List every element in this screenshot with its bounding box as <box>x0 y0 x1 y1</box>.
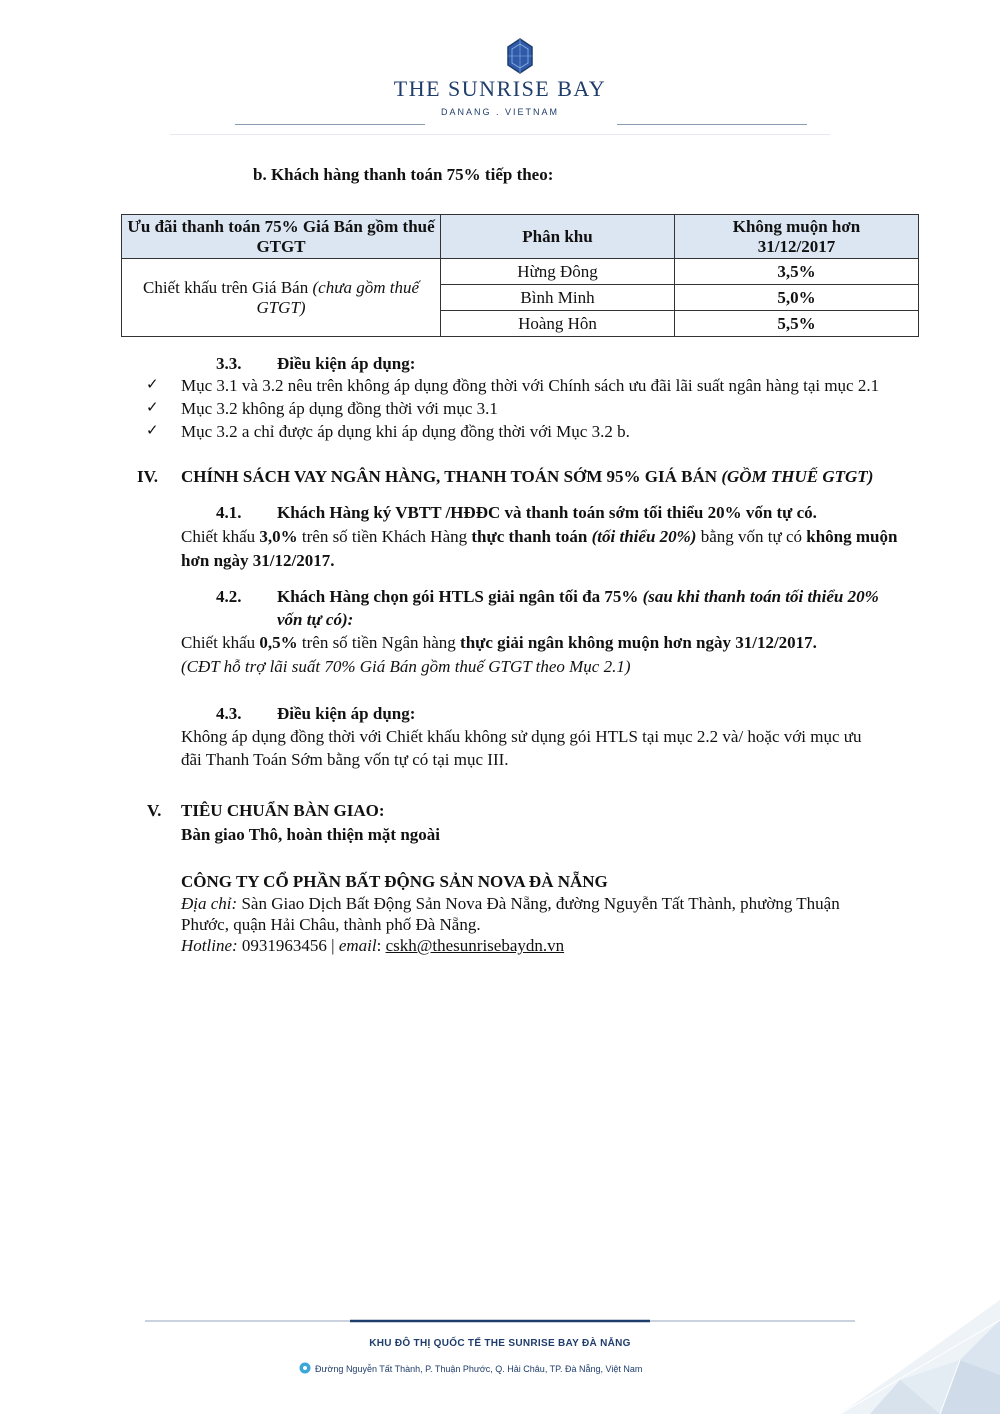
footer-title: KHU ĐÔ THỊ QUỐC TẾ THE SUNRISE BAY ĐÀ NẴNG <box>369 1338 631 1349</box>
table-header-row <box>122 215 919 259</box>
checkmark-icon: ✓ <box>146 398 159 416</box>
section4-number: IV. <box>137 467 158 486</box>
s42-title-cont: vốn tự có): <box>277 610 354 629</box>
brand-location: DANANG . VIETNAM <box>440 107 559 117</box>
brand-name: THE SUNRISE BAY <box>393 76 607 101</box>
company-contact: Hotline: 0931963456 | email: cskh@thesunrisebaydn.vn <box>181 936 565 955</box>
cond33-number: 3.3. <box>216 354 242 373</box>
rate-cell: 5,0% <box>675 285 919 311</box>
checkmark-icon: ✓ <box>146 421 159 439</box>
header-rule-left <box>235 124 425 125</box>
s42-number: 4.2. <box>216 587 242 606</box>
section5-subtitle: Bàn giao Thô, hoàn thiện mặt ngoài <box>181 825 441 844</box>
header-rule-right <box>617 124 807 125</box>
table-header-deadline: Không muộn hơn 31/12/2017 <box>675 215 919 259</box>
table-header-offer: Ưu đãi thanh toán 75% Giá Bán gồm thuế GTGT <box>122 215 441 259</box>
section-b-title: b. Khách hàng thanh toán 75% tiếp theo: <box>253 165 554 184</box>
zone-cell: Bình Minh <box>441 285 675 311</box>
table-row <box>122 259 919 285</box>
s43-paragraph-cont: đãi Thanh Toán Sớm bằng vốn tự có tại mục III. <box>181 750 509 769</box>
company-address-cont: Phước, quận Hải Châu, thành phố Đà Nẵng. <box>181 915 481 934</box>
discount-cell: Chiết khấu trên Giá Bán (chưa gồm thuế GTGT) <box>122 259 441 337</box>
company-address: Địa chỉ: Sàn Giao Dịch Bất Động Sản Nova Đà Nẵng, đường Nguyễn Tất Thành, phường Thuận <box>181 894 840 913</box>
location-pin-icon <box>299 1362 311 1374</box>
zone-cell: Hoàng Hôn <box>441 311 675 337</box>
header <box>0 0 1000 135</box>
s42-title: Khách Hàng chọn gói HTLS giải ngân tối đa 75% (sau khi thanh toán tối thiểu 20% <box>277 587 879 606</box>
rate-cell: 5,5% <box>675 311 919 337</box>
section5-number: V. <box>147 801 162 820</box>
s43-title: Điều kiện áp dụng: <box>277 704 416 723</box>
s41-number: 4.1. <box>216 503 242 522</box>
footer-decoration <box>0 1300 1000 1414</box>
footer <box>0 1300 1000 1414</box>
cond33-item: Mục 3.2 không áp dụng đồng thời với mục 3.1 <box>181 399 498 418</box>
table-header-zone: Phân khu <box>441 215 675 259</box>
rate-cell: 3,5% <box>675 259 919 285</box>
s41-title: Khách Hàng ký VBTT /HĐĐC và thanh toán sớm tối thiểu 20% vốn tự có. <box>277 503 817 522</box>
checkmark-icon: ✓ <box>146 375 159 393</box>
zone-cell: Hừng Đông <box>441 259 675 285</box>
section4-title: CHÍNH SÁCH VAY NGÂN HÀNG, THANH TOÁN SỚM 95% GIÁ BÁN (GỒM THUẾ GTGT) <box>181 467 874 486</box>
section5-title: TIÊU CHUẨN BÀN GIAO: <box>181 801 385 820</box>
s43-paragraph: Không áp dụng đồng thời với Chiết khấu không sử dụng gói HTLS tại mục 2.2 và/ hoặc với mục ưu <box>181 727 862 746</box>
s41-paragraph: Chiết khấu 3,0% trên số tiền Khách Hàng thực thanh toán (tối thiểu 20%) bằng vốn tự có không muộn <box>181 527 898 546</box>
footer-address: Đường Nguyễn Tất Thành, P. Thuận Phước, Q. Hải Châu, TP. Đà Nẵng, Việt Nam <box>315 1364 643 1374</box>
cond33-item: Mục 3.1 và 3.2 nêu trên không áp dụng đồng thời với Chính sách ưu đãi lãi suất ngân hàng tại mục 2.1 <box>181 376 880 395</box>
company-name: CÔNG TY CỔ PHẦN BẤT ĐỘNG SẢN NOVA ĐÀ NẴNG <box>181 872 608 891</box>
s41-paragraph-cont: hơn ngày 31/12/2017. <box>181 551 335 570</box>
cond33-item: Mục 3.2 a chỉ được áp dụng khi áp dụng đồng thời với Mục 3.2 b. <box>181 422 630 441</box>
gem-logo-icon <box>505 38 535 74</box>
cond33-title: Điều kiện áp dụng: <box>277 354 416 373</box>
s42-note: (CĐT hỗ trợ lãi suất 70% Giá Bán gồm thuế GTGT theo Mục 2.1) <box>181 657 631 676</box>
email-link[interactable]: cskh@thesunrisebaydn.vn <box>385 936 565 955</box>
s42-paragraph: Chiết khấu 0,5% trên số tiền Ngân hàng thực giải ngân không muộn hơn ngày 31/12/2017. <box>181 633 817 652</box>
header-rule-faint <box>170 134 830 135</box>
s43-number: 4.3. <box>216 704 242 723</box>
offer-table <box>121 214 919 337</box>
